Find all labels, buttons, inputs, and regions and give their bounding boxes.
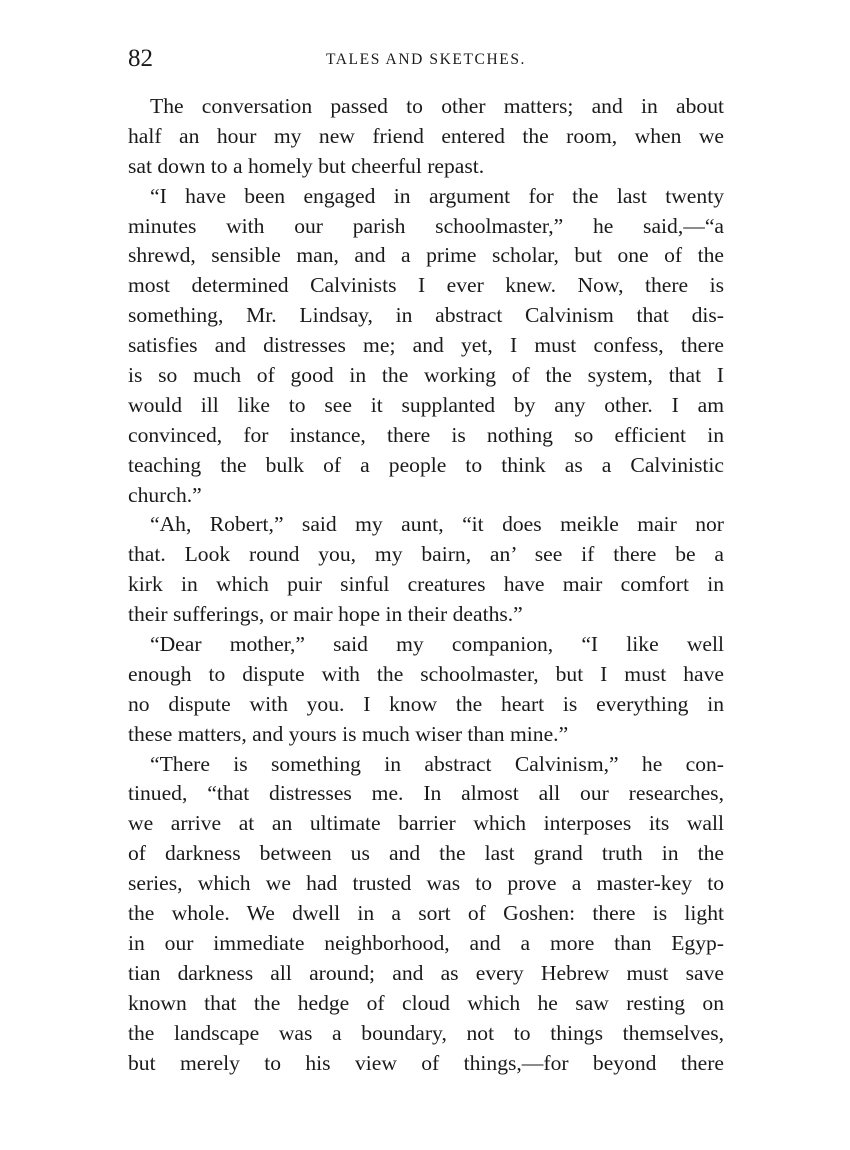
text-line: the landscape was a boundary, not to things themselves, <box>128 1020 724 1045</box>
text-line: satisfies and distresses me; and yet, I must confess, there <box>128 333 724 358</box>
text-line: something, Mr. Lindsay, in abstract Calvinism that dis- <box>128 303 724 328</box>
text-line: shrewd, sensible man, and a prime scholar, but one of the <box>128 243 724 268</box>
text-line: “I have been engaged in argument for the last twenty <box>150 183 724 208</box>
text-line: these matters, and yours is much wiser than mine.” <box>128 721 569 746</box>
text-line: enough to dispute with the schoolmaster, but I must have <box>128 661 724 686</box>
text-line: the whole. We dwell in a sort of Goshen: there is light <box>128 901 724 926</box>
page-header <box>128 44 724 74</box>
text-line: that. Look round you, my bairn, an’ see if there be a <box>128 542 724 567</box>
text-line: convinced, for instance, there is nothing so efficient in <box>128 422 724 447</box>
text-line: tinued, “that distresses me. In almost all our researches, <box>128 781 724 806</box>
text-line: “Ah, Robert,” said my aunt, “it does meikle mair nor <box>150 512 724 537</box>
text-line: tian darkness all around; and as every Hebrew must save <box>128 960 724 985</box>
text-line: most determined Calvinists I ever knew. Now, there is <box>128 273 724 298</box>
text-line: series, which we had trusted was to prove a master-key to <box>128 871 724 896</box>
text-line: but merely to his view of things,—for beyond there <box>128 1050 724 1075</box>
text-line: half an hour my new friend entered the room, when we <box>128 123 724 148</box>
text-line: “There is something in abstract Calvinism,” he con- <box>150 751 724 776</box>
page-number: 82 <box>128 45 153 72</box>
text-line: minutes with our parish schoolmaster,” he said,—“a <box>128 213 724 238</box>
text-line: of darkness between us and the last grand truth in the <box>128 841 724 866</box>
text-line: kirk in which puir sinful creatures have mair comfort in <box>128 572 724 597</box>
body-text <box>128 92 724 1078</box>
text-line: their sufferings, or mair hope in their deaths.” <box>128 602 523 627</box>
text-line: sat down to a homely but cheerful repast. <box>128 153 485 178</box>
text-line: we arrive at an ultimate barrier which interposes its wall <box>128 811 724 836</box>
text-line: no dispute with you. I know the heart is everything in <box>128 691 724 716</box>
text-line: “Dear mother,” said my companion, “I like well <box>150 632 724 657</box>
text-line: teaching the bulk of a people to think as a Calvinistic <box>128 452 724 477</box>
text-line: is so much of good in the working of the system, that I <box>128 363 724 388</box>
text-line: The conversation passed to other matters; and in about <box>150 94 724 118</box>
running-title: TALES AND SKETCHES. <box>325 51 527 68</box>
text-line: known that the hedge of cloud which he saw resting on <box>128 990 724 1015</box>
text-line: would ill like to see it supplanted by any other. I am <box>128 392 724 417</box>
text-line: in our immediate neighborhood, and a more than Egyp- <box>128 930 724 955</box>
text-line: church.” <box>128 482 202 507</box>
